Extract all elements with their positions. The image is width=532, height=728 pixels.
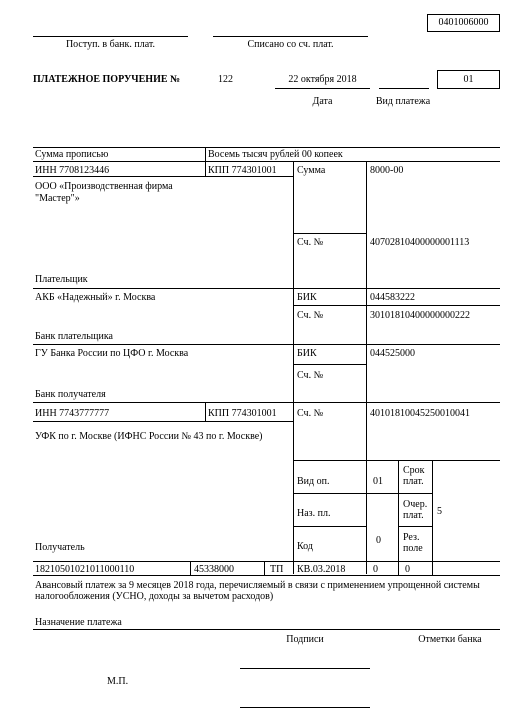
amount-words-label: Сумма прописью (35, 149, 109, 160)
payee-bank-account-label: Сч. № (297, 370, 324, 381)
grid-line (33, 161, 500, 162)
payee-name: УФК по г. Москве (ИФНС России № 43 по г. Москве) (35, 431, 263, 442)
payee-bank-label: Банк получателя (35, 389, 106, 400)
signatures-label: Подписи (286, 634, 324, 645)
grid-line (293, 460, 500, 461)
payer-kpp: КПП 774301001 (208, 165, 277, 176)
tax-doc-number: 0 (373, 564, 378, 575)
grid-line (293, 305, 500, 306)
grid-line (205, 161, 206, 176)
grid-line (293, 233, 366, 234)
payee-kpp: КПП 774301001 (208, 408, 277, 419)
grid-line (33, 575, 500, 576)
code: 0 (376, 535, 381, 546)
debited-line (213, 36, 368, 37)
grid-line (366, 161, 367, 574)
payer-account-label: Сч. № (297, 237, 324, 248)
signature-line-1 (240, 668, 370, 669)
code-label: Код (297, 541, 313, 552)
grid-line (33, 561, 500, 562)
payer-label: Плательщик (35, 274, 88, 285)
payee-account: 40101810045250010041 (370, 408, 470, 419)
payer-inn: ИНН 7708123446 (35, 165, 110, 176)
payer-bank-bik: 044583222 (370, 292, 415, 303)
sum-label: Сумма (297, 165, 326, 176)
doc-title: ПЛАТЕЖНОЕ ПОРУЧЕНИЕ № (33, 74, 181, 85)
grid-line (205, 402, 206, 421)
grid-line (398, 526, 432, 527)
grid-line (293, 526, 366, 527)
op-type: 01 (373, 476, 383, 487)
payee-bank-name: ГУ Банка России по ЦФО г. Москва (35, 348, 189, 359)
payer-bank-account: 30101810400000000222 (370, 310, 470, 321)
grid-line (293, 161, 294, 574)
payment-type-label: Вид платежа (375, 96, 431, 107)
grid-line (33, 344, 500, 345)
bank-marks-label: Отметки банка (418, 634, 482, 645)
payee-account-label: Сч. № (297, 408, 324, 419)
purpose-text: Авансовый платеж за 9 месяцев 2018 года, перечисляемый в связи с применением упрощенной системы налогообложения (УСНО, доходы за вычетом расходов) (35, 580, 480, 602)
payer-bank-name: АКБ «Надежный» г. Москва (35, 292, 156, 303)
term-label: Срок плат. (403, 465, 425, 487)
status-code: 01 (463, 74, 474, 85)
priority-label: Очер. плат. (403, 499, 428, 521)
payer-name: ООО «Производственная фирма "Мастер"» (35, 181, 173, 204)
tax-oktmo: 45338000 (194, 564, 234, 575)
debited-label: Списано со сч. плат. (247, 39, 334, 50)
payer-bank-label: Банк плательщика (35, 331, 113, 342)
payer-account: 40702810400000001113 (370, 237, 470, 248)
grid-line (33, 288, 500, 289)
date-label: Дата (312, 96, 333, 107)
payment-type-line (379, 88, 429, 89)
grid-line (205, 147, 206, 161)
date-line (275, 88, 370, 89)
tax-kbk: 18210501021011000110 (35, 564, 135, 575)
payee-inn: ИНН 7743777777 (35, 408, 110, 419)
payee-bank-bik-label: БИК (297, 348, 317, 359)
grid-line (190, 561, 191, 575)
reserve-label: Рез. поле (403, 532, 423, 554)
grid-line (264, 561, 265, 575)
payee-label: Получатель (35, 542, 85, 553)
grid-line (398, 460, 399, 561)
purpose-label: Назначение платежа (35, 617, 122, 628)
payer-bank-bik-label: БИК (297, 292, 317, 303)
tax-period: КВ.03.2018 (297, 564, 346, 575)
doc-date: 22 октября 2018 (288, 74, 357, 85)
form-code: 0401006000 (438, 17, 489, 28)
signature-line-2 (240, 707, 370, 708)
grid-line (33, 176, 293, 177)
stamp-label: М.П. (107, 676, 129, 687)
doc-number: 122 (218, 74, 233, 85)
received-line (33, 36, 188, 37)
grid-line (33, 402, 500, 403)
amount-words-value: Восемь тысяч рублей 00 копеек (208, 149, 343, 160)
grid-line (293, 493, 432, 494)
sum-value: 8000-00 (370, 165, 404, 176)
tax-basis: ТП (270, 564, 284, 575)
received-label: Поступ. в банк. плат. (65, 39, 156, 50)
grid-line (398, 561, 399, 575)
grid-line (33, 147, 500, 148)
grid-line (293, 364, 366, 365)
purpose-code-label: Наз. пл. (297, 508, 331, 519)
grid-line (432, 460, 433, 561)
payee-bank-bik: 044525000 (370, 348, 415, 359)
op-type-label: Вид оп. (297, 476, 330, 487)
grid-line (33, 629, 500, 630)
grid-line (33, 421, 293, 422)
payer-bank-account-label: Сч. № (297, 310, 324, 321)
grid-line (432, 561, 433, 575)
tax-doc-date: 0 (405, 564, 410, 575)
priority: 5 (437, 506, 442, 517)
